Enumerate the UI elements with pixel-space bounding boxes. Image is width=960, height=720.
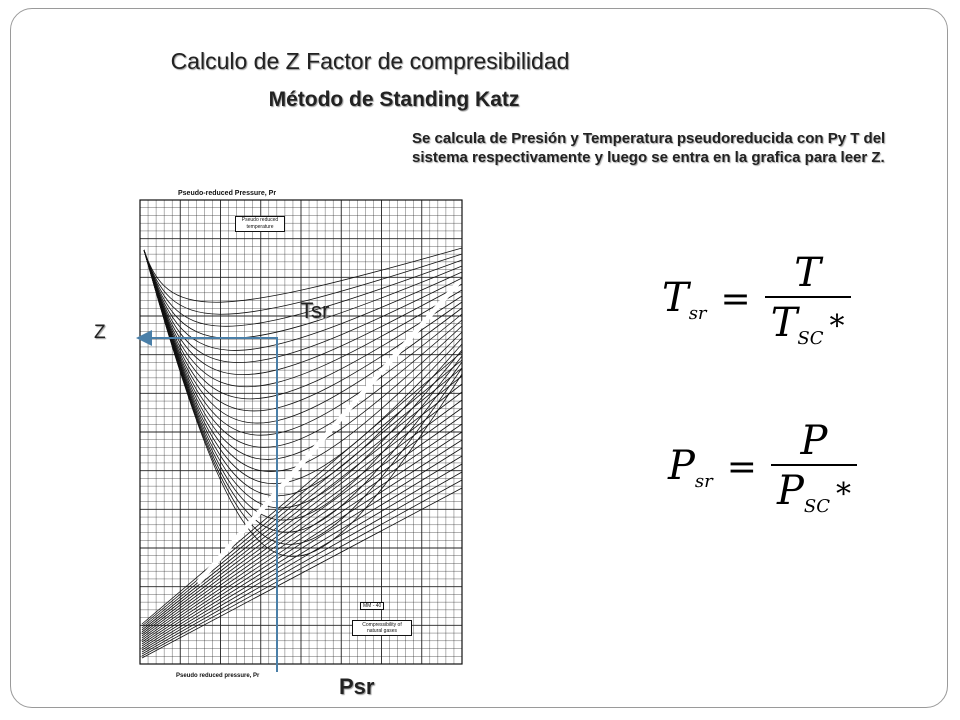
- chart-info-box: Compressibility of natural gases: [352, 620, 412, 636]
- legend-title: Pseudo reduced temperature: [235, 216, 285, 232]
- psr-fraction: [771, 418, 857, 517]
- psr-denominator: $P_{SC}$ *: [771, 464, 857, 517]
- tsr-label: Tsr: [300, 298, 330, 323]
- psr-equals: =: [726, 447, 757, 488]
- standing-katz-chart: [128, 188, 474, 672]
- psr-lhs: $P_{sr}$: [668, 443, 713, 492]
- bottom-axis-title: Pseudo reduced pressure, Pr: [176, 673, 260, 679]
- psr-numerator: P: [800, 418, 828, 464]
- tsr-equals: =: [720, 279, 751, 320]
- tsr-numerator: T: [794, 250, 821, 296]
- tsr-formula: [662, 250, 851, 349]
- figure-id-label: MM - 40: [360, 602, 384, 610]
- slide-title: Calculo de Z Factor de compresibilidad: [170, 48, 570, 74]
- slide-subtitle: Método de Standing Katz: [268, 88, 520, 111]
- psr-label: Psr: [339, 674, 375, 699]
- tsr-lhs: $T_{sr}$: [662, 275, 707, 324]
- tsr-fraction: [765, 250, 851, 349]
- z-label: Z: [94, 322, 106, 343]
- description-text: Se calcula de Presión y Temperatura pseudoreducida con Py T del sistema respectivamente y luego se entra en la grafica para leer Z.: [412, 130, 886, 166]
- top-axis-title: Pseudo-reduced Pressure, Pr: [178, 190, 277, 197]
- tsr-denominator: $T_{SC}$ *: [765, 296, 851, 349]
- psr-formula: [668, 418, 857, 517]
